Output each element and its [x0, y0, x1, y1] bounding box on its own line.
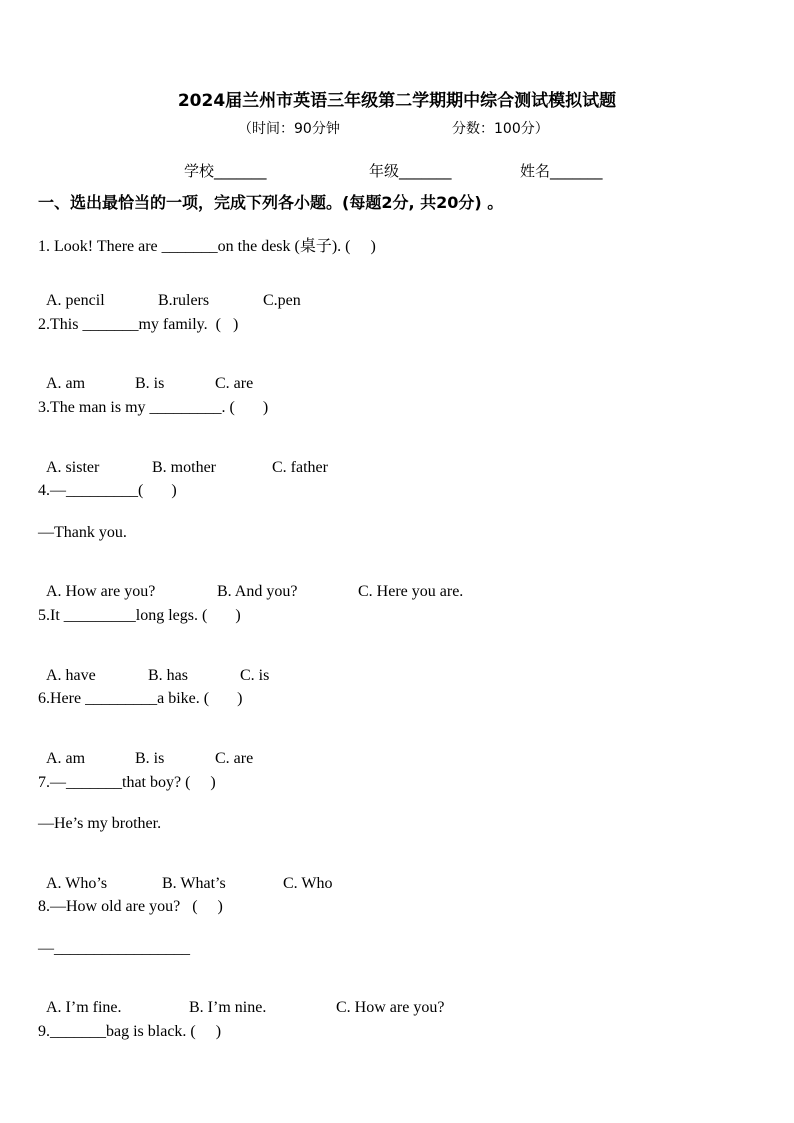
question-9: 9._______bag is black. ( ) — [38, 1023, 222, 1040]
option-a[interactable]: A. pencil — [46, 292, 105, 309]
option-b[interactable]: B. And you? — [217, 583, 298, 600]
option-b[interactable]: B. has — [148, 667, 188, 684]
name-field[interactable]: 姓名_______ — [520, 162, 603, 180]
exam-time: （时间：90分钟 — [238, 121, 340, 137]
question-2: 2.This _______my family. ( ) — [38, 316, 239, 333]
option-c[interactable]: C.pen — [263, 292, 301, 309]
question-1: 1. Look! There are _______on the desk (桌子). ( ) — [38, 238, 376, 255]
answer-8: —_________________ — [38, 940, 190, 957]
answer-7: —He’s my brother. — [38, 815, 162, 832]
grade-field[interactable]: 年级_______ — [369, 162, 452, 180]
option-b[interactable]: B. is — [135, 750, 165, 767]
question-6: 6.Here _________a bike. ( ) — [38, 690, 243, 707]
option-b[interactable]: B. What’s — [162, 875, 226, 892]
options-2 — [38, 357, 253, 393]
school-field[interactable]: 学校_______ — [184, 162, 267, 180]
option-a[interactable]: A. have — [46, 667, 96, 684]
option-a[interactable]: A. Who’s — [46, 875, 108, 892]
question-7: 7.—_______that boy? ( ) — [38, 774, 216, 791]
section-heading: 一、选出最恰当的一项，完成下列各小题。(每题2分, 共20分) 。 — [38, 193, 504, 212]
option-a[interactable]: A. I’m fine. — [46, 999, 122, 1016]
page-title: 2024届兰州市英语三年级第二学期期中综合测试模拟试题 — [177, 91, 617, 111]
options-6 — [38, 732, 253, 768]
question-4: 4.—_________( ) — [38, 482, 177, 499]
option-a[interactable]: A. sister — [46, 459, 100, 476]
option-a[interactable]: A. How are you? — [46, 583, 156, 600]
option-c[interactable]: C. are — [215, 375, 254, 392]
option-b[interactable]: B. I’m nine. — [189, 999, 267, 1016]
option-a[interactable]: A. am — [46, 375, 86, 392]
question-8: 8.—How old are you? ( ) — [38, 898, 223, 915]
question-3: 3.The man is my _________. ( ) — [38, 399, 269, 416]
option-c[interactable]: C. father — [272, 459, 328, 476]
options-5 — [38, 649, 269, 685]
option-c[interactable]: C. are — [215, 750, 254, 767]
question-5: 5.It _________long legs. ( ) — [38, 607, 241, 624]
option-c[interactable]: C. Who — [283, 875, 333, 892]
answer-4: —Thank you. — [38, 524, 127, 541]
option-b[interactable]: B. mother — [152, 459, 216, 476]
option-b[interactable]: B. is — [135, 375, 165, 392]
option-a[interactable]: A. am — [46, 750, 86, 767]
option-b[interactable]: B.rulers — [158, 292, 210, 309]
option-c[interactable]: C. is — [240, 667, 270, 684]
options-3 — [38, 441, 328, 477]
exam-score: 分数：100分） — [452, 121, 549, 137]
options-8 — [38, 981, 444, 1017]
options-4 — [38, 565, 463, 601]
options-1 — [38, 274, 301, 310]
option-c[interactable]: C. How are you? — [336, 999, 445, 1016]
option-c[interactable]: C. Here you are. — [358, 583, 464, 600]
options-7 — [38, 857, 332, 893]
